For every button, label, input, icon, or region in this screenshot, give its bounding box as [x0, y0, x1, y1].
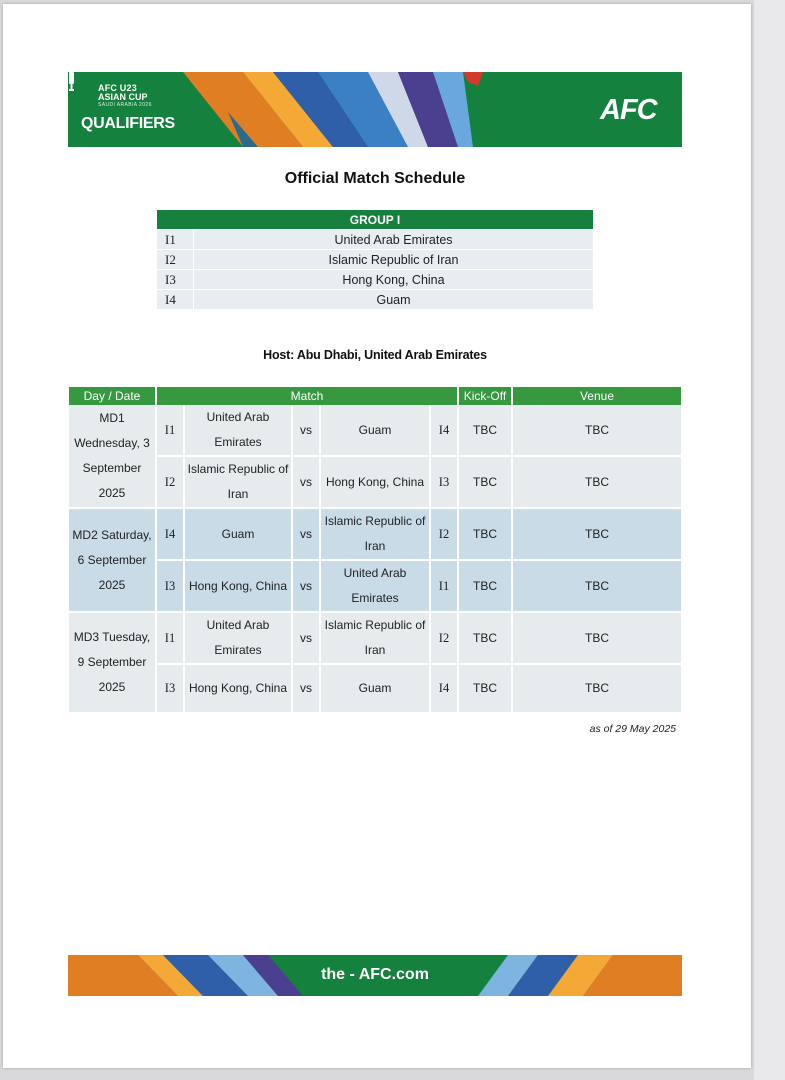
home-team: United Arab Emirates [185, 405, 293, 457]
page-title: Official Match Schedule [284, 170, 466, 187]
group-title: GROUP I [157, 210, 593, 229]
afc-logo: AFC [600, 94, 657, 126]
as-of-date: as of 29 May 2025 [589, 723, 676, 735]
matchday-cell: MD3 Tuesday, 9 September 2025 [69, 613, 157, 714]
team-code: I3 [157, 269, 194, 289]
home-code: I1 [157, 405, 185, 457]
group-team-row [157, 269, 593, 289]
banner-stripes [68, 72, 682, 147]
away-code: I4 [431, 405, 459, 457]
away-team: Islamic Republic of Iran [321, 509, 431, 561]
home-code: I3 [157, 665, 185, 714]
away-code: I2 [431, 509, 459, 561]
venue-cell: TBC [513, 613, 681, 665]
logo-text-host: SAUDI ARABIA 2026 [98, 102, 152, 108]
venue-cell: TBC [513, 561, 681, 613]
website-link[interactable]: the - AFC.com [321, 966, 429, 983]
away-team: United Arab Emirates [321, 561, 431, 613]
header-venue: Venue [513, 387, 681, 405]
home-team: United Arab Emirates [185, 613, 293, 665]
logo-text-asian-cup: ASIAN CUP [98, 92, 148, 102]
team-name: United Arab Emirates [194, 229, 593, 249]
away-team: Guam [321, 665, 431, 714]
venue-cell: TBC [513, 665, 681, 714]
away-code: I3 [431, 457, 459, 509]
team-code: I4 [157, 289, 194, 309]
qualifiers-label: QUALIFIERS [81, 115, 175, 132]
vs-label: vs [293, 405, 321, 457]
vs-label: vs [293, 613, 321, 665]
header-kickoff: Kick-Off [459, 387, 513, 405]
away-code: I2 [431, 613, 459, 665]
kickoff-cell: TBC [459, 457, 513, 509]
table-row [69, 509, 681, 561]
group-team-row [157, 289, 593, 309]
schedule-table [69, 387, 681, 714]
team-code: I2 [157, 249, 194, 269]
kickoff-cell: TBC [459, 509, 513, 561]
away-team: Guam [321, 405, 431, 457]
group-team-row [157, 249, 593, 269]
kickoff-cell: TBC [459, 405, 513, 457]
matchday-cell: MD1 Wednesday, 3 September 2025 [69, 405, 157, 509]
home-code: I1 [157, 613, 185, 665]
table-row [69, 561, 681, 613]
kickoff-cell: TBC [459, 561, 513, 613]
trophy-icon [68, 72, 75, 92]
home-team: Hong Kong, China [185, 665, 293, 714]
vs-label: vs [293, 561, 321, 613]
team-name: Hong Kong, China [194, 269, 593, 289]
logo-text-afc-u23: AFC U23 [98, 83, 137, 93]
vs-label: vs [293, 457, 321, 509]
away-team: Hong Kong, China [321, 457, 431, 509]
home-team: Guam [185, 509, 293, 561]
home-team: Islamic Republic of Iran [185, 457, 293, 509]
venue-cell: TBC [513, 405, 681, 457]
away-code: I1 [431, 561, 459, 613]
header-banner [68, 72, 682, 147]
team-name: Islamic Republic of Iran [194, 249, 593, 269]
home-code: I4 [157, 509, 185, 561]
table-row [69, 665, 681, 714]
table-row [69, 405, 681, 457]
vs-label: vs [293, 509, 321, 561]
table-row [69, 613, 681, 665]
group-team-row [157, 229, 593, 249]
table-row [69, 457, 681, 509]
kickoff-cell: TBC [459, 613, 513, 665]
away-code: I4 [431, 665, 459, 714]
header-match: Match [157, 387, 459, 405]
kickoff-cell: TBC [459, 665, 513, 714]
host-label: Host: Abu Dhabi, United Arab Emirates [263, 348, 487, 362]
venue-cell: TBC [513, 457, 681, 509]
footer-banner [68, 955, 682, 996]
vs-label: vs [293, 665, 321, 714]
matchday-cell: MD2 Saturday, 6 September 2025 [69, 509, 157, 613]
team-code: I1 [157, 229, 194, 249]
group-table [157, 210, 593, 309]
away-team: Islamic Republic of Iran [321, 613, 431, 665]
home-code: I2 [157, 457, 185, 509]
team-name: Guam [194, 289, 593, 309]
header-day-date: Day / Date [69, 387, 157, 405]
home-code: I3 [157, 561, 185, 613]
venue-cell: TBC [513, 509, 681, 561]
viewer-background [754, 0, 785, 1080]
home-team: Hong Kong, China [185, 561, 293, 613]
